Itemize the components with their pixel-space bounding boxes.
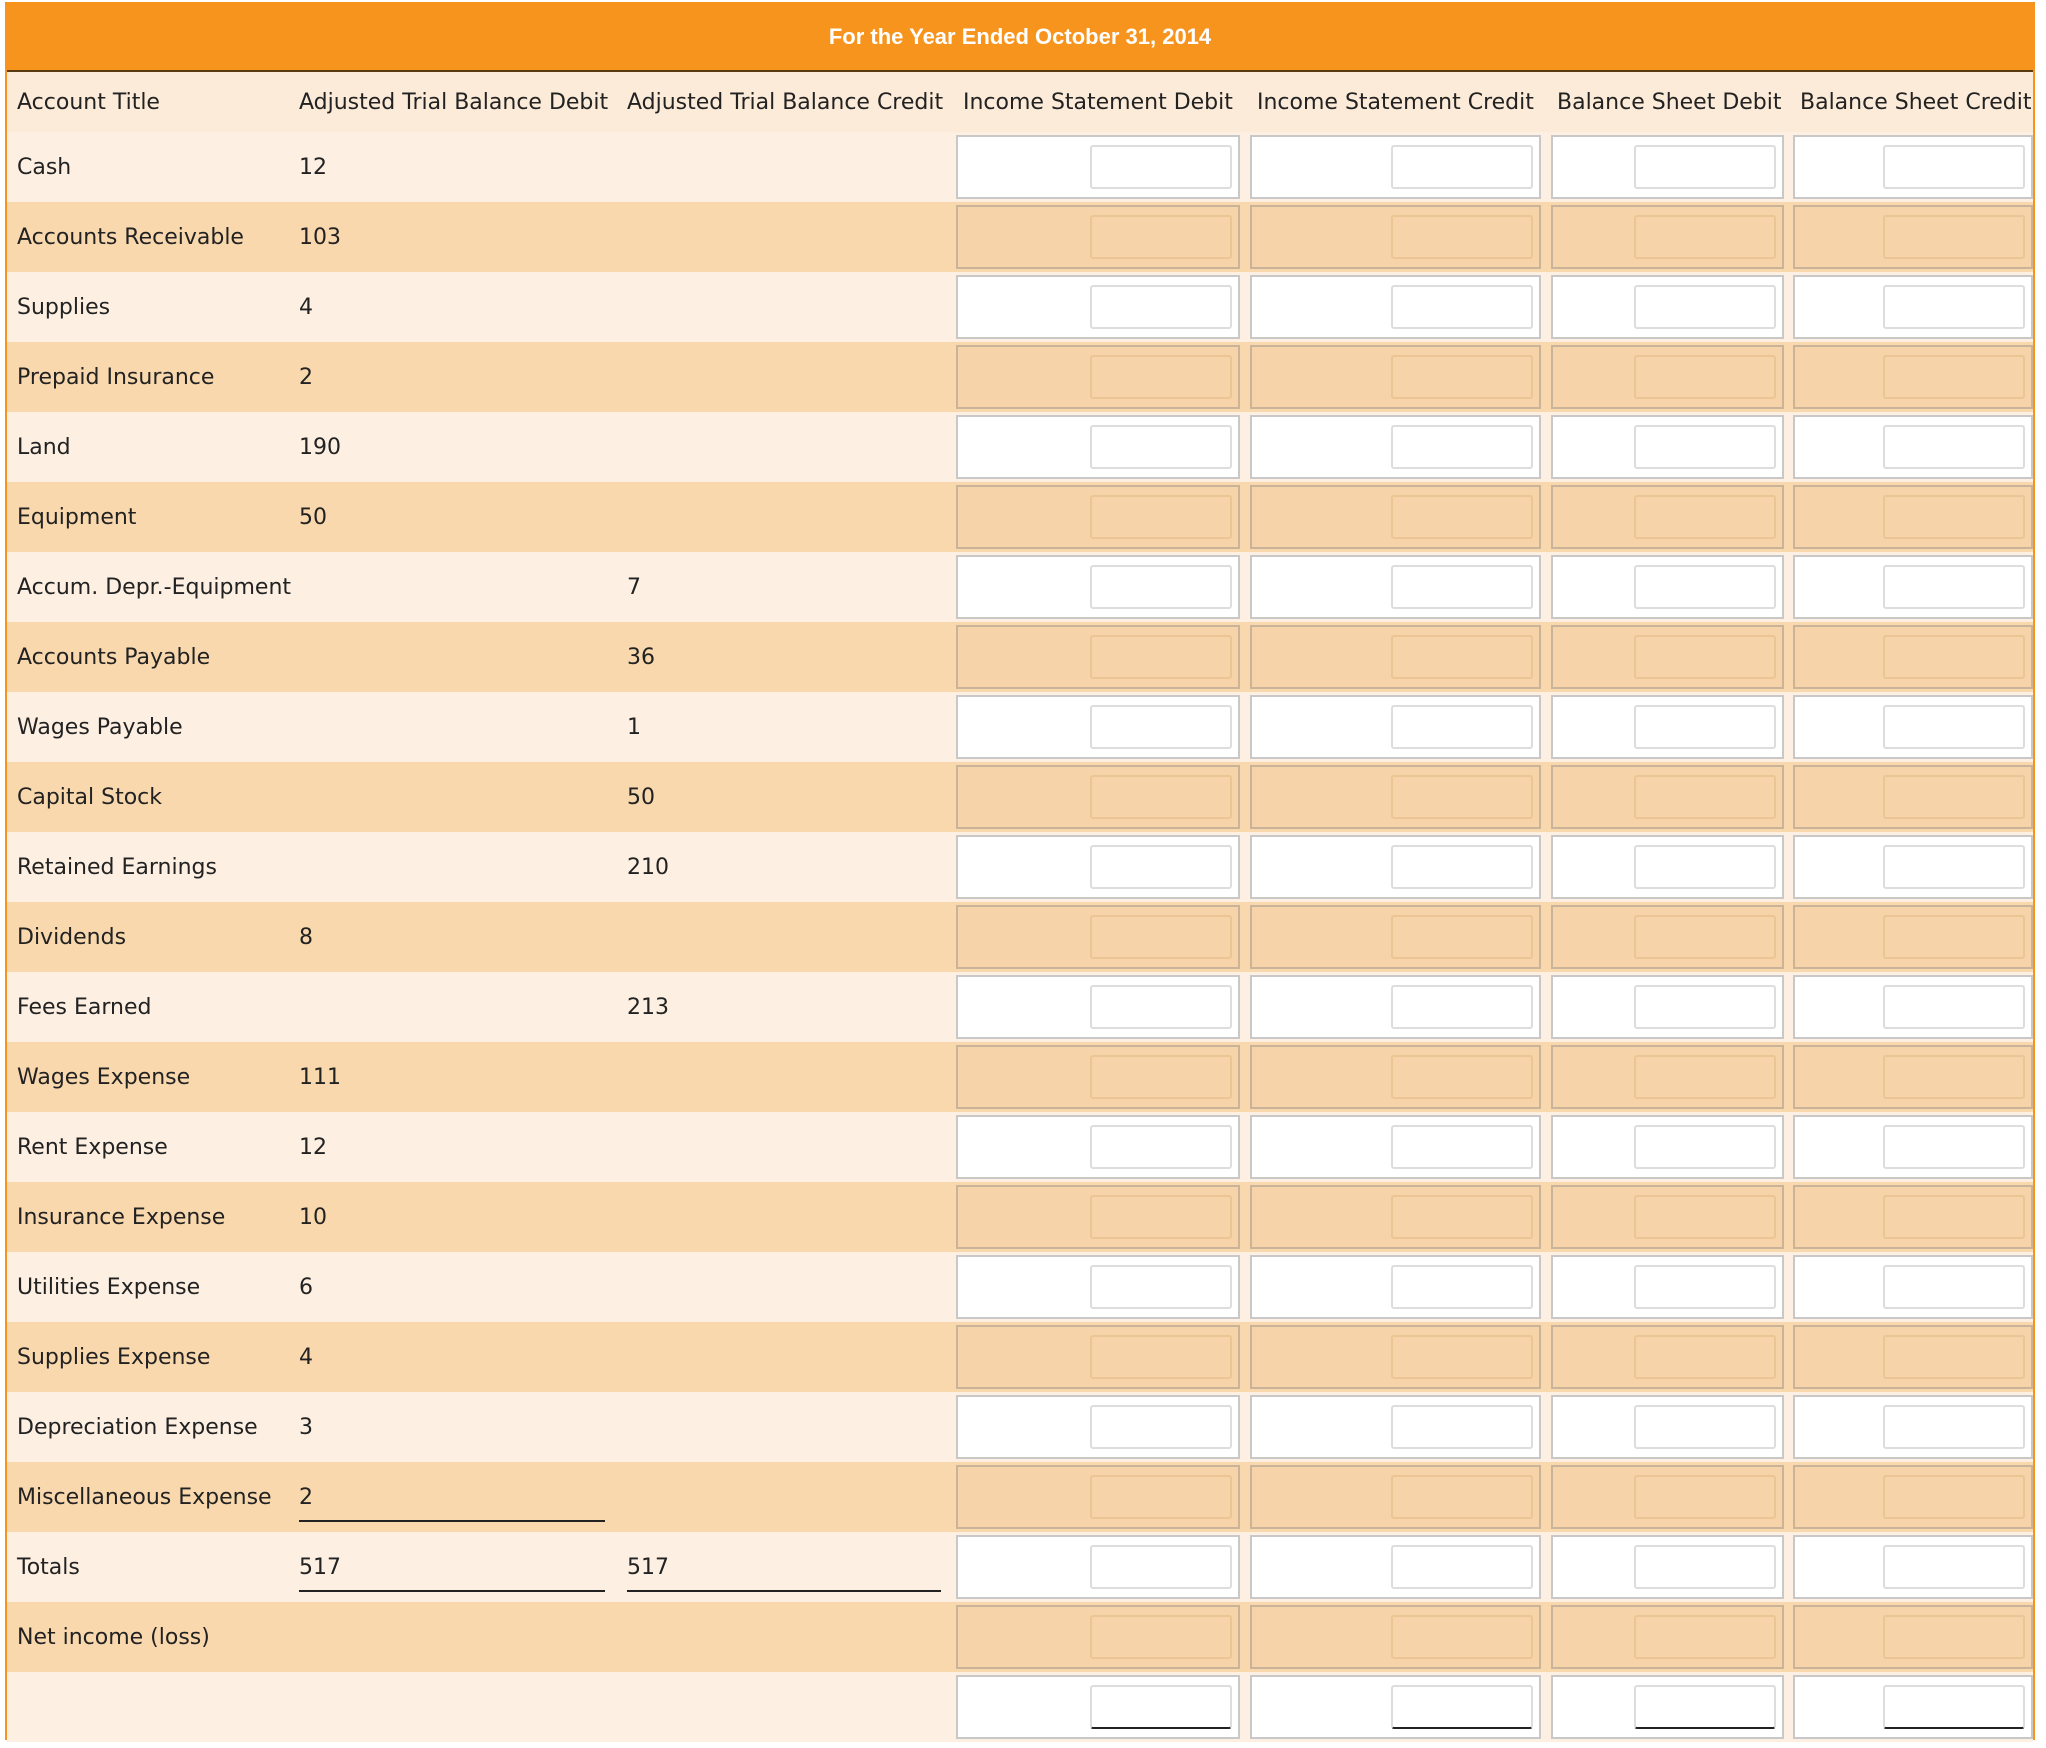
is-credit-cell xyxy=(1250,205,1541,269)
bs-credit-input[interactable] xyxy=(1883,215,2025,259)
bs-debit-input[interactable] xyxy=(1634,1125,1776,1169)
is-credit-cell xyxy=(1250,1395,1541,1459)
atb-credit-cell xyxy=(627,1042,947,1112)
bs-debit-input[interactable] xyxy=(1634,565,1776,609)
account-title-cell: Supplies Expense xyxy=(17,1344,211,1370)
account-title-cell: Accounts Payable xyxy=(17,644,211,670)
worksheet-title: For the Year Ended October 31, 2014 xyxy=(7,4,2033,72)
bs-credit-cell xyxy=(1793,1535,2033,1599)
bs-debit-input[interactable] xyxy=(1634,1475,1776,1519)
bs-credit-input[interactable] xyxy=(1883,145,2025,189)
table-row xyxy=(7,1042,2033,1112)
account-title-cell: Depreciation Expense xyxy=(17,1414,258,1440)
bs-debit-cell xyxy=(1551,205,1784,269)
bs-debit-cell xyxy=(1551,695,1784,759)
bs-debit-cell xyxy=(1551,135,1784,199)
bs-credit-cell xyxy=(1793,345,2033,409)
col-header-is-debit: Income Statement Debit xyxy=(963,89,1233,115)
bs-debit-cell xyxy=(1551,1605,1784,1669)
is-debit-input[interactable] xyxy=(1090,1405,1232,1449)
bs-debit-input[interactable] xyxy=(1634,355,1776,399)
atb-debit-cell xyxy=(299,552,609,622)
bs-credit-cell xyxy=(1793,1045,2033,1109)
bs-debit-input[interactable] xyxy=(1634,215,1776,259)
is-credit-cell xyxy=(1250,905,1541,969)
atb-debit-cell: 8 xyxy=(299,924,313,950)
is-debit-input[interactable] xyxy=(1090,1055,1232,1099)
is-credit-cell xyxy=(1250,975,1541,1039)
is-debit-cell xyxy=(956,1535,1240,1599)
atb-credit-cell xyxy=(627,1462,947,1532)
is-credit-input[interactable] xyxy=(1391,145,1533,189)
is-debit-input[interactable] xyxy=(1090,1335,1232,1379)
is-debit-input[interactable] xyxy=(1090,1265,1232,1309)
account-title-cell: Dividends xyxy=(17,924,127,950)
is-credit-cell xyxy=(1250,625,1541,689)
bs-debit-input[interactable] xyxy=(1634,635,1776,679)
atb-debit-cell xyxy=(299,1602,609,1672)
is-credit-cell xyxy=(1250,555,1541,619)
table-row xyxy=(7,202,2033,272)
bs-debit-cell xyxy=(1551,1325,1784,1389)
atb-credit-cell: 50 xyxy=(627,784,655,810)
table-row xyxy=(7,1462,2033,1532)
col-header-bs-debit: Balance Sheet Debit xyxy=(1557,89,1782,115)
is-debit-cell xyxy=(956,135,1240,199)
is-credit-input[interactable] xyxy=(1391,565,1533,609)
atb-credit-cell xyxy=(627,272,947,342)
bs-credit-input[interactable] xyxy=(1883,1195,2025,1239)
account-title-cell: Accum. Depr.-Equipment xyxy=(17,574,292,600)
is-debit-input[interactable] xyxy=(1090,215,1232,259)
is-debit-cell xyxy=(956,905,1240,969)
is-credit-cell xyxy=(1250,1255,1541,1319)
table-row xyxy=(7,552,2033,622)
bs-debit-cell xyxy=(1551,625,1784,689)
worksheet-table xyxy=(5,2,2035,1740)
atb-credit-cell: 213 xyxy=(627,994,669,1020)
is-credit-input[interactable] xyxy=(1391,635,1533,679)
bs-credit-cell xyxy=(1793,485,2033,549)
bs-debit-cell xyxy=(1551,765,1784,829)
bs-credit-input[interactable] xyxy=(1883,1125,2025,1169)
atb-debit-cell: 10 xyxy=(299,1204,327,1230)
bs-debit-input[interactable] xyxy=(1634,705,1776,749)
bs-debit-input[interactable] xyxy=(1634,1265,1776,1309)
atb-credit-cell xyxy=(627,482,947,552)
atb-credit-cell: 36 xyxy=(627,644,655,670)
bs-credit-input[interactable] xyxy=(1883,565,2025,609)
account-title-cell: Prepaid Insurance xyxy=(17,364,215,390)
bs-credit-input[interactable] xyxy=(1883,1335,2025,1379)
is-debit-cell xyxy=(956,1325,1240,1389)
bs-credit-cell xyxy=(1793,205,2033,269)
atb-debit-cell: 190 xyxy=(299,434,341,460)
table-row xyxy=(7,132,2033,202)
atb-debit-cell xyxy=(299,1672,609,1742)
atb-debit-cell: 103 xyxy=(299,224,341,250)
bs-debit-input[interactable] xyxy=(1634,1335,1776,1379)
table-row xyxy=(7,1392,2033,1462)
bs-credit-input[interactable] xyxy=(1883,635,2025,679)
is-credit-input[interactable] xyxy=(1391,215,1533,259)
is-debit-input[interactable] xyxy=(1090,495,1232,539)
is-debit-cell xyxy=(956,1185,1240,1249)
bs-credit-input[interactable] xyxy=(1883,1615,2025,1659)
bs-credit-cell xyxy=(1793,275,2033,339)
atb-debit-cell: 4 xyxy=(299,1344,313,1370)
table-row xyxy=(7,1532,2033,1602)
account-title-cell: Supplies xyxy=(17,294,111,320)
bs-debit-cell xyxy=(1551,1185,1784,1249)
is-credit-input[interactable] xyxy=(1391,425,1533,469)
is-credit-cell xyxy=(1250,1325,1541,1389)
bs-debit-cell xyxy=(1551,1255,1784,1319)
atb-credit-cell: 517 xyxy=(627,1554,669,1580)
is-debit-input[interactable] xyxy=(1090,845,1232,889)
is-credit-input[interactable] xyxy=(1391,355,1533,399)
bs-debit-input[interactable] xyxy=(1634,1545,1776,1589)
is-debit-input[interactable] xyxy=(1090,635,1232,679)
is-debit-cell xyxy=(956,835,1240,899)
col-header-atb-credit: Adjusted Trial Balance Credit xyxy=(627,89,944,115)
col-header-is-credit: Income Statement Credit xyxy=(1257,89,1534,115)
is-debit-input[interactable] xyxy=(1090,425,1232,469)
bs-credit-cell xyxy=(1793,1605,2033,1669)
is-credit-input[interactable] xyxy=(1391,985,1533,1029)
bs-credit-input[interactable] xyxy=(1883,845,2025,889)
bs-credit-cell xyxy=(1793,905,2033,969)
bs-debit-input[interactable] xyxy=(1634,1615,1776,1659)
col-header-atb-debit: Adjusted Trial Balance Debit xyxy=(299,89,609,115)
bs-credit-input[interactable] xyxy=(1883,495,2025,539)
header-row xyxy=(7,72,2033,132)
bs-credit-cell xyxy=(1793,695,2033,759)
is-credit-input[interactable] xyxy=(1391,1475,1533,1519)
bs-debit-input[interactable] xyxy=(1634,1405,1776,1449)
bs-credit-input[interactable] xyxy=(1883,355,2025,399)
bs-credit-input[interactable] xyxy=(1883,775,2025,819)
is-credit-cell xyxy=(1250,835,1541,899)
is-debit-input[interactable] xyxy=(1090,1545,1232,1589)
atb-debit-cell: 3 xyxy=(299,1414,313,1440)
debit-total-underline xyxy=(299,1590,605,1592)
is-debit-input[interactable] xyxy=(1090,775,1232,819)
bs-credit-cell xyxy=(1793,1675,2033,1739)
bs-debit-cell xyxy=(1551,835,1784,899)
is-debit-cell xyxy=(956,485,1240,549)
account-title-cell: Miscellaneous Expense xyxy=(17,1484,272,1510)
is-debit-cell xyxy=(956,1675,1240,1739)
table-row xyxy=(7,1672,2033,1742)
bs-debit-cell xyxy=(1551,1465,1784,1529)
is-debit-input[interactable] xyxy=(1090,1615,1232,1659)
bs-credit-cell xyxy=(1793,625,2033,689)
account-title-cell: Land xyxy=(17,434,71,460)
table-row xyxy=(7,762,2033,832)
account-title-cell: Equipment xyxy=(17,504,137,530)
is-credit-cell xyxy=(1250,485,1541,549)
debit-total-underline xyxy=(299,1520,605,1522)
is-debit-input[interactable] xyxy=(1090,285,1232,329)
atb-debit-cell xyxy=(299,692,609,762)
is-debit-input[interactable] xyxy=(1090,915,1232,959)
atb-debit-cell: 2 xyxy=(299,364,313,390)
bs-debit-cell xyxy=(1551,555,1784,619)
is-debit-input[interactable] xyxy=(1090,565,1232,609)
bs-credit-cell xyxy=(1793,1395,2033,1459)
is-credit-cell xyxy=(1250,1045,1541,1109)
is-credit-cell xyxy=(1250,1605,1541,1669)
is-debit-input[interactable] xyxy=(1090,145,1232,189)
bs-debit-input[interactable] xyxy=(1634,985,1776,1029)
atb-credit-cell: 210 xyxy=(627,854,669,880)
bs-debit-input[interactable] xyxy=(1634,845,1776,889)
account-title-cell: Totals xyxy=(17,1554,80,1580)
bs-debit-cell xyxy=(1551,1045,1784,1109)
is-debit-cell xyxy=(956,1395,1240,1459)
atb-credit-cell xyxy=(627,202,947,272)
is-credit-cell xyxy=(1250,345,1541,409)
is-debit-input[interactable] xyxy=(1090,355,1232,399)
bs-debit-input[interactable] xyxy=(1634,775,1776,819)
bs-debit-input[interactable] xyxy=(1634,915,1776,959)
bs-credit-cell xyxy=(1793,1255,2033,1319)
account-title-cell: Retained Earnings xyxy=(17,854,217,880)
bs-debit-input[interactable] xyxy=(1634,1195,1776,1239)
atb-debit-cell: 111 xyxy=(299,1064,341,1090)
table-body xyxy=(7,72,2033,1742)
atb-debit-cell: 6 xyxy=(299,1274,313,1300)
is-credit-input[interactable] xyxy=(1391,1265,1533,1309)
bs-debit-cell xyxy=(1551,1395,1784,1459)
is-debit-cell xyxy=(956,555,1240,619)
bs-credit-input[interactable] xyxy=(1883,1685,2025,1729)
bs-credit-cell xyxy=(1793,835,2033,899)
bs-debit-cell xyxy=(1551,345,1784,409)
is-credit-input[interactable] xyxy=(1391,495,1533,539)
bs-credit-cell xyxy=(1793,1325,2033,1389)
is-credit-input[interactable] xyxy=(1391,705,1533,749)
bs-credit-input[interactable] xyxy=(1883,915,2025,959)
account-title-cell: Cash xyxy=(17,154,72,180)
is-credit-input[interactable] xyxy=(1391,1405,1533,1449)
bs-credit-cell xyxy=(1793,1465,2033,1529)
bs-credit-input[interactable] xyxy=(1883,985,2025,1029)
bs-debit-cell xyxy=(1551,415,1784,479)
account-title-cell: Capital Stock xyxy=(17,784,163,810)
is-debit-cell xyxy=(956,415,1240,479)
bs-credit-input[interactable] xyxy=(1883,1055,2025,1099)
is-debit-input[interactable] xyxy=(1090,1195,1232,1239)
account-title-cell: Net income (loss) xyxy=(17,1624,210,1650)
table-row xyxy=(7,902,2033,972)
table-row xyxy=(7,482,2033,552)
account-title-cell: Utilities Expense xyxy=(17,1274,201,1300)
is-credit-input[interactable] xyxy=(1391,1685,1533,1729)
atb-credit-cell xyxy=(627,1182,947,1252)
is-debit-cell xyxy=(956,1115,1240,1179)
is-debit-cell xyxy=(956,345,1240,409)
table-row xyxy=(7,622,2033,692)
is-credit-cell xyxy=(1250,1185,1541,1249)
account-title-cell: Insurance Expense xyxy=(17,1204,226,1230)
bs-debit-cell xyxy=(1551,975,1784,1039)
table-row xyxy=(7,272,2033,342)
is-debit-cell xyxy=(956,205,1240,269)
bs-credit-input[interactable] xyxy=(1883,285,2025,329)
is-credit-cell xyxy=(1250,415,1541,479)
table-row xyxy=(7,692,2033,762)
table-row xyxy=(7,1112,2033,1182)
is-debit-cell xyxy=(956,275,1240,339)
credit-total-underline xyxy=(627,1590,941,1592)
is-credit-cell xyxy=(1250,1675,1541,1739)
is-debit-cell xyxy=(956,765,1240,829)
bs-debit-input[interactable] xyxy=(1634,495,1776,539)
is-debit-cell xyxy=(956,695,1240,759)
is-credit-cell xyxy=(1250,1535,1541,1599)
is-credit-input[interactable] xyxy=(1391,1125,1533,1169)
is-credit-input[interactable] xyxy=(1391,1335,1533,1379)
atb-credit-cell xyxy=(627,1392,947,1462)
is-debit-cell xyxy=(956,1045,1240,1109)
is-debit-cell xyxy=(956,1465,1240,1529)
is-credit-input[interactable] xyxy=(1391,285,1533,329)
is-credit-input[interactable] xyxy=(1391,1195,1533,1239)
col-header-bs-credit: Balance Sheet Credit xyxy=(1800,89,2032,115)
is-debit-input[interactable] xyxy=(1090,705,1232,749)
bs-credit-input[interactable] xyxy=(1883,1265,2025,1309)
atb-debit-cell: 50 xyxy=(299,504,327,530)
is-debit-input[interactable] xyxy=(1090,1125,1232,1169)
account-title-cell xyxy=(17,1672,287,1742)
is-credit-input[interactable] xyxy=(1391,775,1533,819)
col-header-account-title: Account Title xyxy=(17,89,160,115)
is-credit-input[interactable] xyxy=(1391,1545,1533,1589)
bs-credit-input[interactable] xyxy=(1883,1545,2025,1589)
is-credit-input[interactable] xyxy=(1391,845,1533,889)
bs-debit-input[interactable] xyxy=(1634,425,1776,469)
table-row xyxy=(7,1182,2033,1252)
is-credit-cell xyxy=(1250,135,1541,199)
bs-credit-cell xyxy=(1793,415,2033,479)
atb-debit-cell: 4 xyxy=(299,294,313,320)
account-title-cell: Rent Expense xyxy=(17,1134,168,1160)
bs-credit-input[interactable] xyxy=(1883,1405,2025,1449)
is-debit-cell xyxy=(956,1255,1240,1319)
is-debit-input[interactable] xyxy=(1090,985,1232,1029)
is-credit-cell xyxy=(1250,765,1541,829)
bs-debit-input[interactable] xyxy=(1634,285,1776,329)
bs-debit-cell xyxy=(1551,485,1784,549)
atb-credit-cell xyxy=(627,1252,947,1322)
atb-credit-cell xyxy=(627,1602,947,1672)
atb-debit-cell: 12 xyxy=(299,1134,327,1160)
atb-debit-cell xyxy=(299,832,609,902)
bs-credit-input[interactable] xyxy=(1883,425,2025,469)
atb-credit-cell xyxy=(627,132,947,202)
bs-credit-cell xyxy=(1793,1115,2033,1179)
bs-credit-cell xyxy=(1793,1185,2033,1249)
atb-debit-cell xyxy=(299,972,609,1042)
is-credit-input[interactable] xyxy=(1391,915,1533,959)
atb-debit-cell: 517 xyxy=(299,1554,341,1580)
atb-credit-cell: 7 xyxy=(627,574,641,600)
bs-credit-cell xyxy=(1793,555,2033,619)
table-row xyxy=(7,412,2033,482)
account-title-cell: Wages Payable xyxy=(17,714,183,740)
account-title-cell: Fees Earned xyxy=(17,994,152,1020)
atb-credit-cell xyxy=(627,1112,947,1182)
is-credit-cell xyxy=(1250,1115,1541,1179)
atb-debit-cell xyxy=(299,622,609,692)
bs-debit-cell xyxy=(1551,1115,1784,1179)
bs-debit-cell xyxy=(1551,1675,1784,1739)
atb-credit-cell xyxy=(627,902,947,972)
row-container xyxy=(7,132,2033,1742)
table-row xyxy=(7,972,2033,1042)
is-debit-input[interactable] xyxy=(1090,1475,1232,1519)
bs-debit-cell xyxy=(1551,1535,1784,1599)
bs-debit-input[interactable] xyxy=(1634,145,1776,189)
bs-credit-input[interactable] xyxy=(1883,1475,2025,1519)
is-credit-cell xyxy=(1250,1465,1541,1529)
atb-credit-cell xyxy=(627,1672,947,1742)
is-credit-cell xyxy=(1250,695,1541,759)
table-row xyxy=(7,1322,2033,1392)
bs-credit-cell xyxy=(1793,765,2033,829)
atb-credit-cell xyxy=(627,342,947,412)
is-debit-cell xyxy=(956,975,1240,1039)
atb-credit-cell xyxy=(627,412,947,482)
is-credit-cell xyxy=(1250,275,1541,339)
is-credit-input[interactable] xyxy=(1391,1615,1533,1659)
table-row xyxy=(7,342,2033,412)
table-row xyxy=(7,1252,2033,1322)
bs-credit-input[interactable] xyxy=(1883,705,2025,749)
is-debit-cell xyxy=(956,1605,1240,1669)
bs-debit-input[interactable] xyxy=(1634,1685,1776,1729)
bs-credit-cell xyxy=(1793,975,2033,1039)
bs-credit-cell xyxy=(1793,135,2033,199)
atb-debit-cell: 12 xyxy=(299,154,327,180)
account-title-cell: Accounts Receivable xyxy=(17,224,244,250)
is-credit-input[interactable] xyxy=(1391,1055,1533,1099)
atb-debit-cell: 2 xyxy=(299,1484,313,1510)
bs-debit-input[interactable] xyxy=(1634,1055,1776,1099)
table-row xyxy=(7,1602,2033,1672)
bs-debit-cell xyxy=(1551,275,1784,339)
atb-credit-cell: 1 xyxy=(627,714,641,740)
account-title-cell: Wages Expense xyxy=(17,1064,191,1090)
bs-debit-cell xyxy=(1551,905,1784,969)
atb-debit-cell xyxy=(299,762,609,832)
is-debit-input[interactable] xyxy=(1090,1685,1232,1729)
is-debit-cell xyxy=(956,625,1240,689)
table-row xyxy=(7,832,2033,902)
atb-credit-cell xyxy=(627,1322,947,1392)
